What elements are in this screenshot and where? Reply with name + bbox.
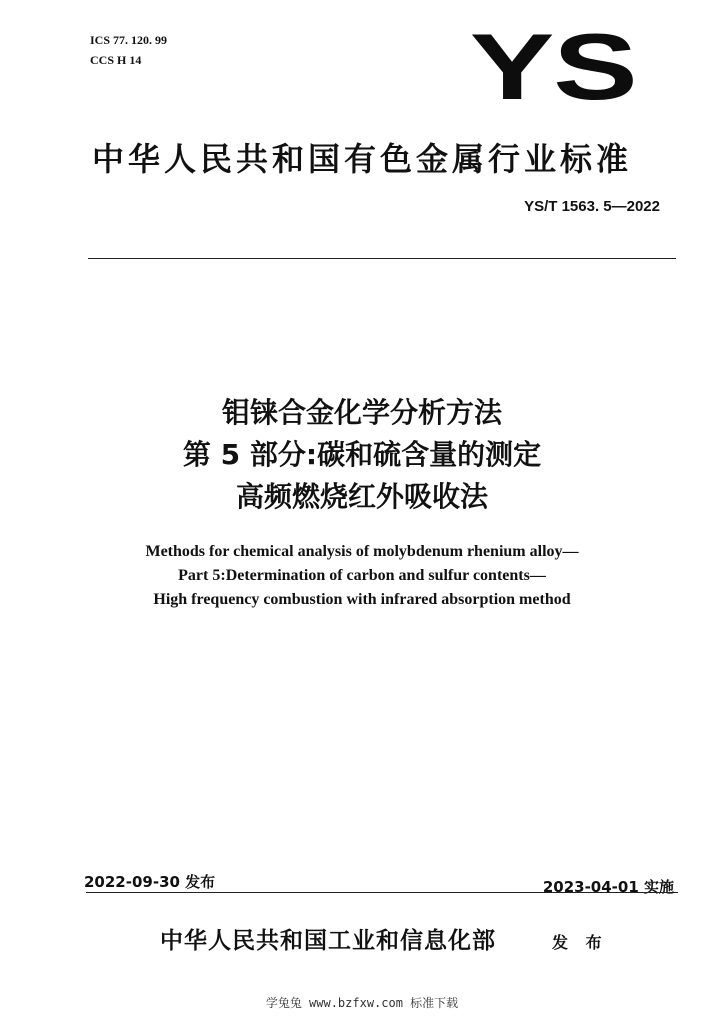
english-title-line-3: High frequency combustion with infrared absorption method [153, 591, 571, 608]
english-title-line-1: Methods for chemical analysis of molybdenum rhenium alloy— [145, 543, 579, 560]
ys-logo: YS [469, 14, 636, 119]
issue-date: 2022-09-30 发布 [84, 873, 216, 891]
chinese-title [0, 392, 724, 518]
bottom-divider [86, 892, 678, 893]
standard-category-title: 中华人民共和国有色金属行业标准 [91, 140, 632, 178]
publish-label: 发 布 [552, 933, 608, 952]
classification-codes [90, 30, 167, 70]
chinese-title-line-3: 高频燃烧红外吸收法 [235, 480, 488, 513]
ics-code: ICS 77. 120. 99 [90, 33, 168, 47]
ccs-code: CCS H 14 [90, 53, 142, 67]
english-title [0, 540, 724, 612]
implementation-date: 2023-04-01 实施 [542, 878, 674, 896]
issuing-authority: 中华人民共和国工业和信息化部 [160, 927, 496, 954]
chinese-title-line-1: 钼铼合金化学分析方法 [221, 396, 502, 429]
standard-number: YS/T 1563. 5—2022 [524, 198, 660, 215]
english-title-line-2: Part 5:Determination of carbon and sulfur contents— [178, 567, 546, 584]
top-divider [88, 258, 676, 259]
footer-watermark: 学兔兔 www.bzfxw.com 标准下载 [265, 996, 459, 1010]
chinese-title-line-2: 第 5 部分:碳和硫含量的测定 [182, 438, 542, 471]
